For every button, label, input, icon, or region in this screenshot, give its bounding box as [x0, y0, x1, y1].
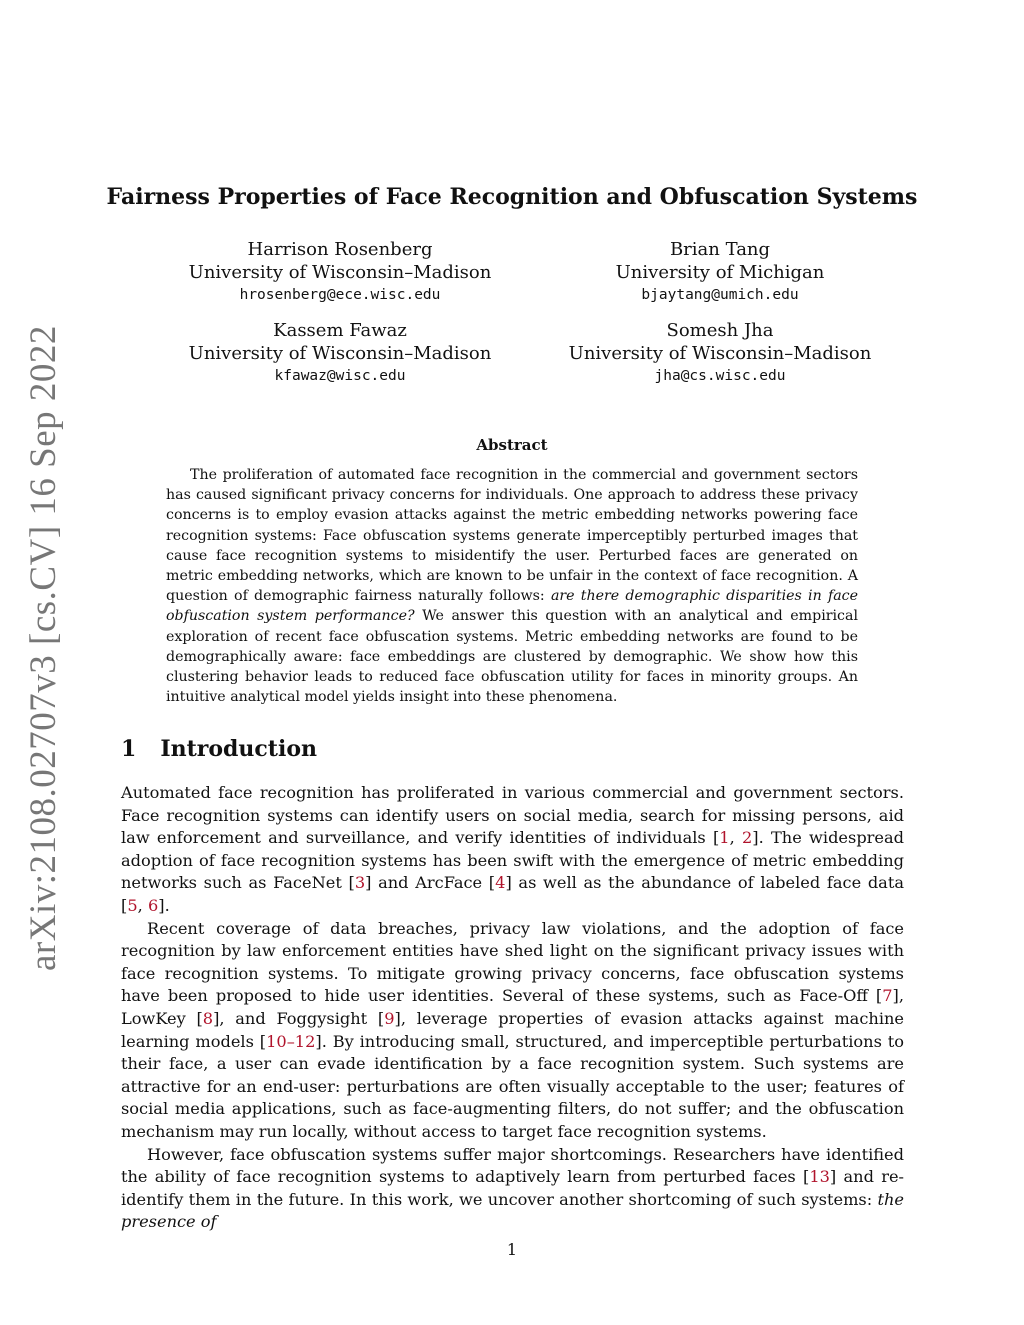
- author-name: Brian Tang: [669, 239, 771, 260]
- citation-link[interactable]: 10–12: [266, 1031, 316, 1051]
- citation-link[interactable]: 8: [202, 1008, 214, 1028]
- citation-link[interactable]: 4: [495, 873, 506, 893]
- author-email: kfawaz@wisc.edu: [274, 368, 406, 384]
- text-run: ] as well as the abundance of labeled face data [: [121, 873, 904, 915]
- text-run: ,: [137, 895, 148, 915]
- paragraph-3: [121, 1144, 904, 1234]
- text-run: ,: [729, 828, 742, 848]
- citation-link[interactable]: 5: [127, 895, 138, 915]
- section-heading: [121, 736, 317, 762]
- author-2: [150, 319, 530, 388]
- citation-link[interactable]: 1: [719, 828, 730, 848]
- page-number: 1: [506, 1240, 518, 1259]
- citation-link[interactable]: 9: [384, 1008, 395, 1028]
- arxiv-stamp-text: arXiv:2108.02707v3 [cs.CV] 16 Sep 2022: [23, 325, 64, 971]
- emphasis-text: the presence of: [121, 1189, 904, 1232]
- author-block: [150, 238, 910, 388]
- paragraph-1: [121, 782, 904, 918]
- section-title: Introduction: [160, 736, 317, 762]
- author-1: [530, 238, 910, 307]
- author-3: [530, 319, 910, 388]
- text-run: However, face obfuscation systems suffer major shortcomings. Researchers have identified the ability of face recognition systems to adaptively learn from perturbed faces [: [121, 1144, 904, 1187]
- text-run: ]. The widespread adoption of face recognition systems has been swift with the emergence of metric embedding networks such as FaceNet [: [121, 828, 905, 893]
- paragraph-2: [121, 918, 904, 1144]
- text-run: ], LowKey [: [121, 986, 904, 1028]
- citation-link[interactable]: 3: [354, 873, 366, 893]
- text-run: ]. By introducing small, structured, and imperceptible perturbations to their face, a user can evade identification by a face recognition system. Such systems are attractive for an end-user: perturbations are often visually acceptable to the user; features of social media applications, such as face-augmenting filters, do not suffer; and the obfuscation mechanism may run locally, without access to target face recognition systems.: [121, 1031, 904, 1141]
- body-text: [121, 782, 904, 1234]
- author-name: Kassem Fawaz: [273, 320, 407, 341]
- abstract-question: are there demographic disparities in face obfuscation system performance?: [166, 588, 858, 625]
- text-run: ], and Foggysight [: [213, 1008, 385, 1028]
- author-affiliation: University of Wisconsin–Madison: [188, 343, 492, 364]
- author-name: Somesh Jha: [666, 320, 774, 341]
- text-run: Automated face recognition has proliferated in various commercial and government sectors. Face recognition systems can identify users on social media, search for missing persons, aid law enforcement and surveillance, and verify identities of individuals [: [121, 783, 904, 848]
- author-affiliation: University of Michigan: [615, 262, 825, 283]
- text-run: ] and ArcFace [: [365, 873, 496, 893]
- citation-link[interactable]: 2: [741, 828, 753, 848]
- author-affiliation: University of Wisconsin–Madison: [188, 262, 492, 283]
- author-name: Harrison Rosenberg: [247, 239, 433, 260]
- citation-link[interactable]: 13: [809, 1167, 830, 1187]
- paper-title: Fairness Properties of Face Recognition and Obfuscation Systems: [106, 184, 918, 210]
- author-affiliation: University of Wisconsin–Madison: [568, 343, 872, 364]
- abstract-part: The proliferation of automated face recognition in the commercial and government sectors has caused significant privacy concerns for individuals. One approach to address these privacy concerns is to employ evasion attacks against the metric embedding networks powering face recognition systems: Face obfuscation systems generate imperceptibly perturbed images that cause face recognition systems to misidentify the user. Perturbed faces are generated on metric embedding networks, which are known to be unfair in the context of face recognition. A question of demographic fairness naturally follows:: [166, 467, 858, 605]
- citation-link[interactable]: 6: [147, 895, 159, 915]
- citation-link[interactable]: 7: [882, 986, 893, 1006]
- section-number: 1: [121, 736, 137, 762]
- author-email: hrosenberg@ece.wisc.edu: [239, 287, 441, 303]
- author-email: jha@cs.wisc.edu: [654, 368, 786, 384]
- text-run: ], leverage properties of evasion attacks against machine learning models [: [121, 1008, 905, 1051]
- author-0: [150, 238, 530, 307]
- text-run: Recent coverage of data breaches, privacy law violations, and the adoption of face recognition by law enforcement entities have shed light on the significant privacy issues with face recognition systems. To mitigate growing privacy concerns, face obfuscation systems have been proposed to hide user identities. Several of these systems, such as Face-Off [: [121, 918, 904, 1006]
- text-run: ] and re-identify them in the future. In this work, we uncover another shortcoming of such systems:: [121, 1167, 904, 1209]
- abstract-part: We answer this question with an analytical and empirical exploration of recent face obfuscation systems. Metric embedding networks are found to be demographically aware: face embeddings are clustered by demographic. We show how this clustering behavior leads to reduced face obfuscation utility for faces in minority groups. An intuitive analytical model yields insight into these phenomena.: [166, 608, 858, 706]
- abstract-text: [166, 465, 858, 707]
- abstract-heading: Abstract: [476, 436, 548, 454]
- text-run: ].: [158, 895, 170, 915]
- author-email: bjaytang@umich.edu: [641, 287, 799, 303]
